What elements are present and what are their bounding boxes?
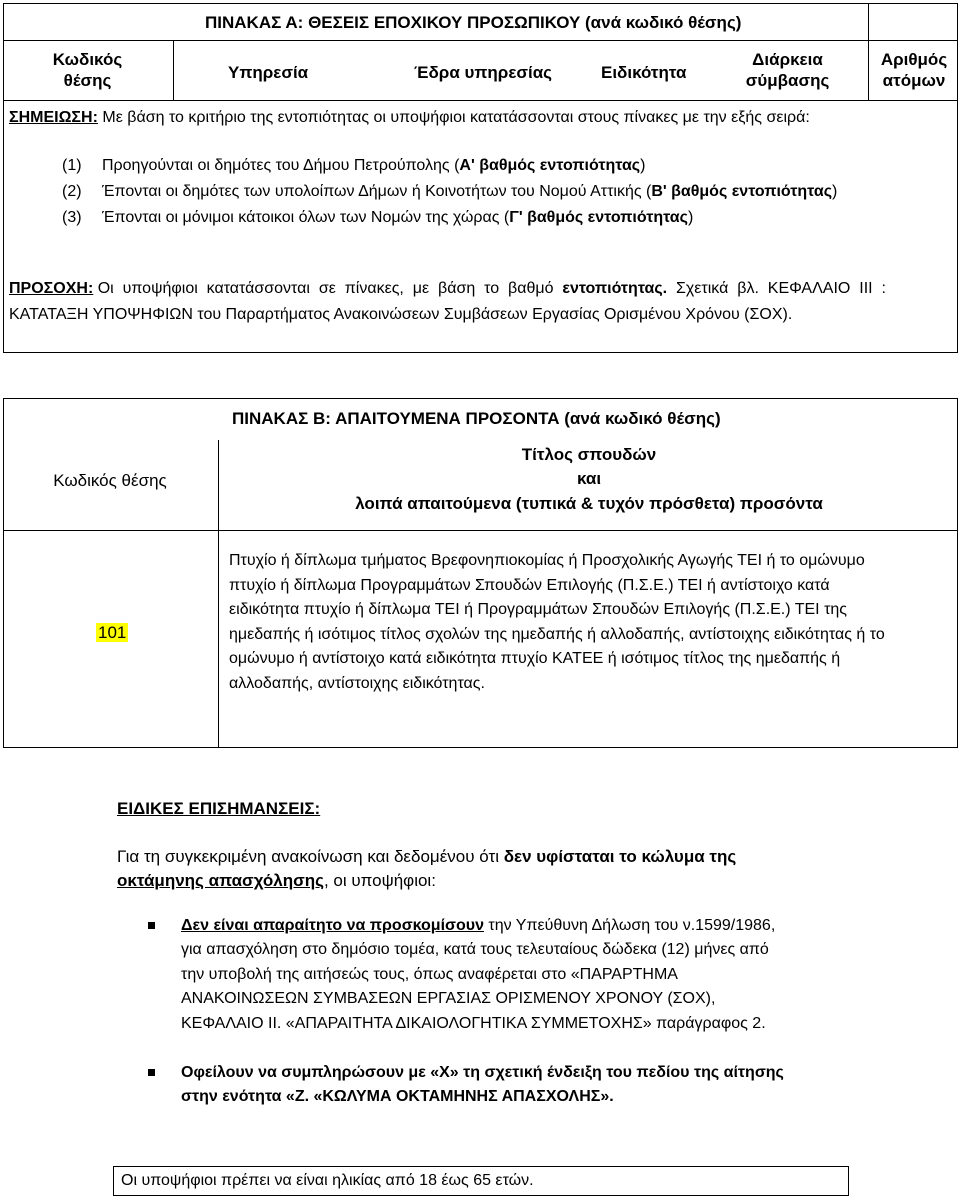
bullet-1: Δεν είναι απαραίτητο να προσκομίσουν την Υπεύθυνη Δήλωση του ν.1599/1986, για απασχόληση στο δημόσιο τομέα, κατά τους τελευταίους δώδεκα (12) μήνες από την υποβολή της αιτήσεώς τους, όπως αναφέρεται στο «ΠΑΡΑΡΤΗΜΑ ΑΝΑΚΟΙΝΩΣΕΩΝ ΣΥΜΒΑΣΕΩΝ ΕΡΓΑΣΙΑΣ ΟΡΙΣΜΕΝΟΥ ΧΡΟΝΟΥ (ΣΟΧ), ΚΕΦΑΛΑΙΟ ΙΙ. «ΑΠΑΡΑΙΤΗΤΑ ΔΙΚΑΙΟΛΟΓΗΤΙΚΑ ΣΥΜΜΕΤΟΧΗΣ» παράγραφος 2. <box>181 917 776 1032</box>
age-text: Οι υποψήφιοι πρέπει να είναι ηλικίας από 18 έως 65 ετών. <box>121 1172 534 1189</box>
bullet-2: Οφείλουν να συμπληρώσουν με «Χ» τη σχετική ένδειξη του πεδίου της αίτησης στην ενότητα «Ζ. «ΚΩΛΥΜΑ ΟΚΤΑΜΗΝΗΣ ΑΠΑΣΧΟΛΗΣ». <box>181 1064 784 1106</box>
header-count: Αριθμός ατόμων <box>880 50 948 90</box>
header-service: Υπηρεσία <box>228 63 309 82</box>
header-specialty: Ειδικότητα <box>601 63 687 82</box>
special-notes-intro: Για τη συγκεκριμένη ανακοίνωση και δεδομένου ότι δεν υφίσταται το κώλυμα της οκτάμηνης απασχόλησης, οι υποψήφιοι: <box>117 847 737 890</box>
header-duration: Διάρκεια σύμβασης <box>745 50 830 90</box>
header-seat: Έδρα υπηρεσίας <box>414 63 553 82</box>
note-item-1: (1) Προηγούνται οι δημότες του Δήμου Πετρούπολης (Α' βαθμός εντοπιότητας) <box>62 157 646 174</box>
header-code-b: Κωδικός θέσης <box>53 471 167 490</box>
table-a-title: ΠΙΝΑΚΑΣ Α: ΘΕΣΕΙΣ ΕΠΟΧΙΚΟΥ ΠΡΟΣΩΠΙΚΟΥ (ανά κωδικό θέσης) <box>205 13 742 32</box>
note-item-3: (3) Έπονται οι μόνιμοι κάτοικοι όλων των Νομών της χώρας (Γ' βαθμός εντοπιότητας) <box>62 209 694 226</box>
bullet-2-icon <box>148 1069 155 1076</box>
attention-line-2: ΚΑΤΑΤΑΞΗ ΥΠΟΨΗΦΙΩΝ του Παραρτήματος Ανακοινώσεων Συμβάσεων Εργασίας Ορισμένου Χρόνου (ΣΟΧ). <box>9 306 793 323</box>
note: ΣΗΜΕΙΩΣΗ: Με βάση το κριτήριο της εντοπιότητας οι υποψήφιοι κατατάσσονται στους πίνακες με την εξής σειρά: <box>9 109 810 126</box>
attention: ΠΡΟΣΟΧΗ: Οι υποψήφιοι κατατάσσονται σε πίνακες, με βάση το βαθμό εντοπιότητας. Σχετικά βλ. ΚΕΦΑΛΑΙΟ ΙΙΙ : <box>9 280 886 297</box>
special-notes-title: ΕΙΔΙΚΕΣ ΕΠΙΣΗΜΑΝΣΕΙΣ: <box>117 799 321 818</box>
note-item-2: (2) Έπονται οι δημότες των υπολοίπων Δήμων ή Κοινοτήτων του Νομού Αττικής (Β' βαθμός εντοπιότητας) <box>62 183 838 200</box>
requirements-text: Πτυχίο ή δίπλωμα τμήματος Βρεφονηπιοκομίας ή Προσχολικής Αγωγής ΤΕΙ ή το ομώνυμο πτυχίο ή δίπλωμα Προγραμμάτων Σπουδών Επιλογής (Π.Σ.Ε.) ΤΕΙ ή αντίστοιχο κατά ειδικότητα πτυχίο ή δίπλωμα ΤΕΙ ή Προγραμμάτων Σπουδών Επιλογής (Π.Σ.Ε.) ΤΕΙ της ημεδαπής ή ισότιμος τίτλος σχολών της ημεδαπής ή αλλοδαπής, αντίστοιχης ειδικότητας ή το ομώνυμο ή αντίστοιχο κατά ειδικότητα πτυχίο ΚΑΤΕΕ ή ισότιμος τίτλος της ημεδαπής ή αλλοδαπής, αντίστοιχης ειδικότητας. <box>229 552 885 692</box>
header-code: Κωδικός θέσης <box>52 50 123 90</box>
bullet-1-icon <box>148 922 155 929</box>
position-code: 101 <box>98 623 127 642</box>
table-b-title: ΠΙΝΑΚΑΣ Β: ΑΠΑΙΤΟΥΜΕΝΑ ΠΡΟΣΟΝΤΑ (ανά κωδικό θέσης) <box>232 409 721 428</box>
header-requirements: Τίτλος σπουδών και λοιπά απαιτούμενα (τυπικά & τυχόν πρόσθετα) προσόντα <box>355 445 823 513</box>
